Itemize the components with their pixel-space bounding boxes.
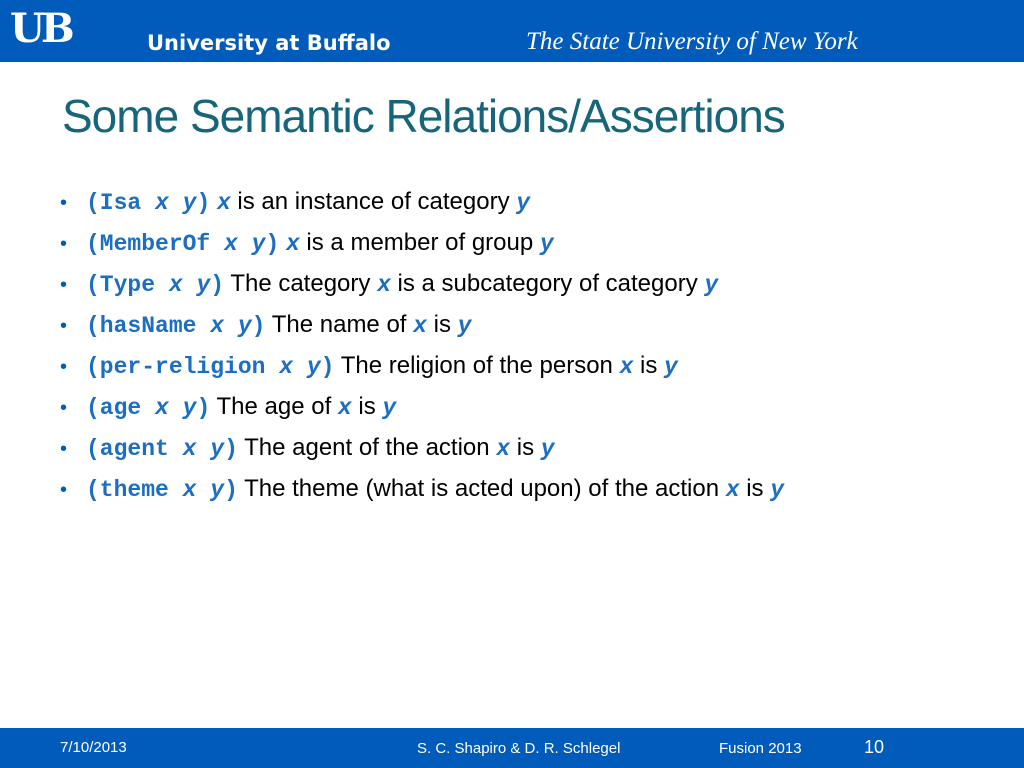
relation-arg-x: x [182, 477, 197, 503]
relation-code: (theme [86, 477, 183, 503]
relation-description: is an instance of category [230, 188, 517, 215]
relation-arg-y: y [196, 272, 211, 298]
relation-close: ) [224, 477, 238, 503]
relation-code: (hasName [86, 313, 211, 339]
relation-arg-x: x [168, 272, 183, 298]
relation-description: is [510, 434, 541, 461]
desc-var-y: y [457, 313, 472, 339]
relation-close: ) [251, 313, 266, 339]
relation-arg-x: x [155, 190, 169, 216]
relation-arg-x: x [224, 231, 238, 257]
list-item: • (theme x y) The theme (what is acted upon) of the action x is y [60, 473, 784, 514]
relation-close: ) [210, 272, 225, 298]
relation-arg-y: y [237, 313, 252, 339]
relation-arg-y: y [182, 190, 197, 216]
relation-arg-x: x [155, 395, 169, 421]
relation-code: (Isa [86, 190, 156, 216]
relation-code: (per-religion [86, 354, 280, 380]
relation-arg-y: y [182, 395, 197, 421]
relation-description: is [426, 311, 458, 338]
desc-var-y: y [664, 354, 678, 380]
university-tagline: The State University of New York [526, 28, 858, 55]
relation-arg-y: y [210, 477, 225, 503]
relation-description: is [633, 352, 665, 379]
relation-code: (MemberOf [86, 231, 225, 257]
relation-code: (age [86, 395, 156, 421]
desc-var-y: y [704, 272, 719, 298]
slide-footer [0, 728, 1024, 768]
ub-logo: UB [10, 5, 71, 52]
desc-var-x: x [285, 231, 300, 257]
list-item: • (Type x y) The category x is a subcategory of category y [60, 268, 784, 309]
desc-var-y: y [539, 231, 554, 257]
desc-var-y: y [516, 190, 531, 216]
desc-var-x: x [216, 190, 231, 216]
relation-close: ) [224, 436, 238, 462]
list-item: • (hasName x y) The name of x is y [60, 309, 784, 350]
desc-var-x: x [377, 272, 391, 298]
relations-list [60, 186, 784, 514]
list-item: • (agent x y) The agent of the action x is y [60, 432, 784, 473]
desc-var-x: x [619, 354, 634, 380]
bullet-icon: • [60, 315, 68, 337]
relation-description: is [351, 393, 383, 420]
relation-close: ) [265, 231, 280, 257]
relation-arg-y: y [210, 436, 225, 462]
relation-code: (agent [86, 436, 183, 462]
bullet-icon: • [60, 356, 68, 378]
relation-close: ) [320, 354, 335, 380]
page-number: 10 [864, 737, 885, 757]
footer-date: 7/10/2013 [60, 739, 127, 756]
relation-close: ) [196, 395, 211, 421]
desc-var-y: y [540, 436, 555, 462]
list-item: • (age x y) The age of x is y [60, 391, 784, 432]
bullet-icon: • [60, 438, 68, 460]
relation-arg-y: y [306, 354, 321, 380]
list-item [60, 227, 784, 268]
relation-description: is a subcategory of category [390, 270, 705, 297]
relation-arg-x: x [210, 313, 225, 339]
university-header [0, 0, 1024, 62]
slide-title: Some Semantic Relations/Assertions [62, 90, 785, 142]
bullet-icon: • [60, 192, 68, 214]
bullet-icon: • [60, 397, 68, 419]
relation-description: is a member of group [299, 229, 540, 256]
footer-event: Fusion 2013 [719, 740, 802, 757]
desc-var-x: x [496, 436, 511, 462]
list-item [60, 186, 784, 227]
desc-var-x: x [337, 395, 352, 421]
desc-var-x: x [725, 477, 740, 503]
relation-arg-y: y [251, 231, 266, 257]
desc-var-x: x [413, 313, 427, 339]
bullet-icon: • [60, 274, 68, 296]
relation-close: ) [196, 190, 211, 216]
relation-code: (Type [86, 272, 169, 298]
desc-var-y: y [770, 477, 785, 503]
relation-arg-x: x [279, 354, 294, 380]
list-item: • (per-religion x y) The religion of the person x is y [60, 350, 784, 391]
bullet-icon: • [60, 233, 68, 255]
relation-description: is [739, 475, 771, 502]
bullet-icon: • [60, 479, 68, 501]
relation-arg-x: x [182, 436, 197, 462]
desc-var-y: y [382, 395, 397, 421]
footer-authors: S. C. Shapiro & D. R. Schlegel [417, 740, 621, 757]
university-name: University at Buffalo [147, 31, 391, 55]
